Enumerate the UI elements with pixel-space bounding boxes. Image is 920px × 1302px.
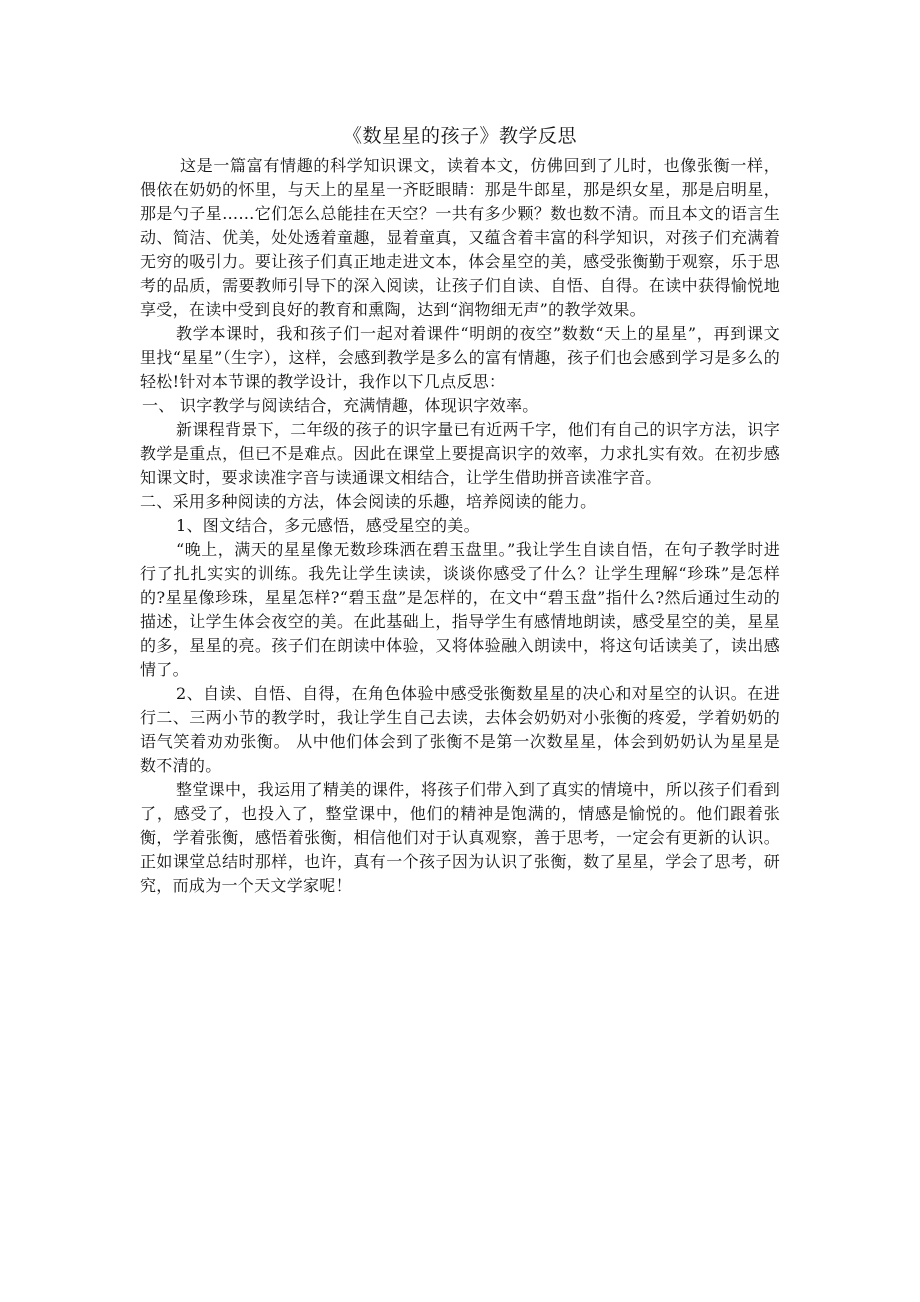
paragraph-literacy: 新课程背景下，二年级的孩子的识字量已有近两千字，他们有自己的识字方法，识字教学是重点，但已不是难点。因此在课堂上要提高识字的效率，力求扎实有效。在初步感知课文时，要求读准字音与读通课文相结合，让学生借助拼音读准字音。 <box>140 420 780 487</box>
paragraph-intro: 这是一篇富有情趣的科学知识课文，读着本文，仿佛回到了儿时，也像张衡一样，偎依在奶奶的怀里，与天上的星星一齐眨眼睛：那是牛郎星，那是织女星，那是启明星，那是勺子星……它们怎么总能挂在天空？一共有多少颗？数也数不清。而且本文的语言生动、简洁、优美，处处透着童趣，显着童真，又蕴含着丰富的科学知识，对孩子们充满着无穷的吸引力。要让孩子们真正地走进文本，体会星空的美，感受张衡勤于观察，乐于思考的品质，需要教师引导下的深入阅读，让孩子们自读、自悟、自得。在读中获得愉悦地享受，在读中受到良好的教育和熏陶，达到“润物细无声”的教学效果。 <box>140 156 780 319</box>
paragraph-conclusion: 整堂课中，我运用了精美的课件，将孩子们带入到了真实的情境中，所以孩子们看到了，感受了，也投入了，整堂课中，他们的精神是饱满的，情感是愉悦的。他们跟着张衡，学着张衡，感悟着张衡，相信他们对于认真观察，善于思考，一定会有更新的认识。正如课堂总结时那样，也许，真有一个孩子因为认识了张衡，数了星星，学会了思考，研究，而成为一个天文学家呢！ <box>140 780 780 895</box>
subsection-2-2: 2、自读、自悟、自得，在角色体验中感受张衡数星星的决心和对星空的认识。在进行二、三两小节的教学时，我让学生自己去读，去体会奶奶对小张衡的疼爱，学着奶奶的语气笑着劝劝张衡。 从中他们体会到了张衡不是第一次数星星，体会到奶奶认为星星是数不清的。 <box>140 684 780 775</box>
section-heading-1: 一、 识字教学与阅读结合，充满情趣，体现识字效率。 <box>142 396 539 415</box>
paragraph-lesson-overview: 教学本课时，我和孩子们一起对着课件“明朗的夜空”数数“天上的星星”，再到课文里找“星星”（生字），这样，会感到教学是多么的富有情趣，孩子们也会感到学习是多么的轻松!针对本节课的教学设计，我作以下几点反思： <box>140 324 780 391</box>
document-title: 《数星星的孩子》教学反思 <box>342 125 577 147</box>
paragraph-starry-sky: “晚上，满天的星星像无数珍珠洒在碧玉盘里。”我让学生自读自悟，在句子教学时进行了扎扎实实的训练。我先让学生读读，谈谈你感受了什么？让学生理解“珍珠”是怎样的?星星像珍珠，星星怎样?“碧玉盘”是怎样的，在文中“碧玉盘”指什么?然后通过生动的描述，让学生体会夜空的美。在此基础上，指导学生有感情地朗读，感受星空的美，星星的多，星星的亮。孩子们在朗读中体验，又将体验融入朗读中，将这句话读美了，读出感情了。 <box>140 540 780 679</box>
section-heading-2: 二、采用多种阅读的方法，体会阅读的乐趣，培养阅读的能力。 <box>140 492 597 511</box>
subsection-heading-2-1: 1、图文结合，多元感悟，感受星空的美。 <box>176 516 480 535</box>
document-page <box>140 122 780 898</box>
